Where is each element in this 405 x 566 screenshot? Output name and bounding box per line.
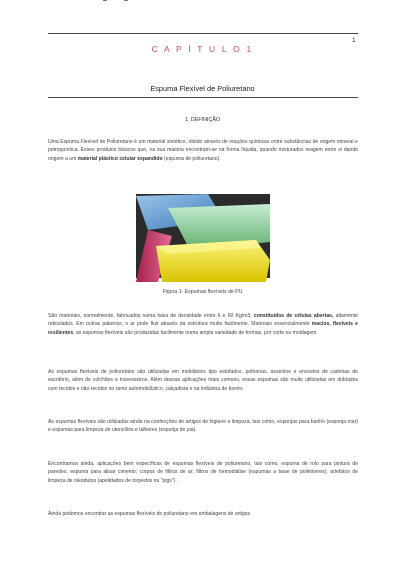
foam-sponges-image: [128, 190, 278, 282]
page-number: 1: [352, 37, 356, 44]
header-rule: [48, 33, 358, 34]
bold-term: constituídos de células abertas,: [253, 313, 334, 319]
paragraph-specific-uses: Encontramos ainda, aplicações bem específicas de espumas flexíveis de poliuretano, tais como, espuma de rolo para pintura de paredes; espuma para alisar cimento; corpos de filtros de ar; filtros de hemodiálise (espumas a base de poliésteres); artefatos de limpeza de oleodutos (apelidados de torpedos ou "pigs").: [48, 461, 358, 484]
paragraph-properties: São materiais, normalmente, fabricados numa faixa de densidade entre 6 e 60 Kg/m3, constituídos de células abertas, altamente reticulados. Em outras palavras, o ar pode fluir através da estrutura muito facilmente. Materiais essencialmente macios, flexíveis e resilientes, as espumas flexíveis são produzidas facilmente numa ampla variedade de formas, por corte ou moldagem.: [48, 313, 358, 336]
title-rule: [48, 97, 358, 98]
paragraph-uses: As espumas flexíveis de poliuretano são utilizadas em mobiliários tipo estofados, poltronas, assentos e encostos de cadeiras de escritório, além de colchões e travesseiros. Além dessas aplicações mais comuns, essas espumas são muito utilizadas em dublados com tecidos e não-tecidos no ramo automobilístico, calçadista e na indústria de bonés.: [48, 369, 358, 392]
header-mark-left: [103, 0, 107, 6]
page-title: Espuma Flexível de Poliuretano: [150, 84, 255, 93]
chapter-heading: C A P Í T U L O 1: [151, 44, 254, 54]
figure-caption: Figura 1- Espumas flexíveis de PU: [162, 289, 243, 295]
paragraph-hygiene: As espumas flexíveis são utilizadas ainda na confecções de artigos de higiene e limpeza, tais como, esponjas para banho (esponja mar) e espumas para limpeza de utensílios e talheres (esponja de pia).: [48, 419, 358, 434]
paragraph-packaging: Ainda podemos encontrar as espumas flexíveis de poliuretano em embalagens de artigos: [48, 511, 251, 517]
section-heading: 1. DEFINIÇÃO: [184, 117, 221, 123]
foam-photo: [128, 190, 278, 282]
bold-term: macios, flexíveis e resilientes: [48, 321, 358, 336]
bold-term: material plástico celular expandido: [77, 155, 163, 162]
header-mark-right: [124, 0, 128, 6]
paragraph-definition: Uma Espuma Flexível de Poliuretano é um material sintético, obtido através de reações químicas entre substâncias de origem mineral e petroquímica. Esses produtos básicos que, na sua maioria encontram-se na forma líquida, quando misturados reagem entre si dando origem a um material plástico celular expandido (espuma de poliuretano).: [48, 139, 358, 162]
